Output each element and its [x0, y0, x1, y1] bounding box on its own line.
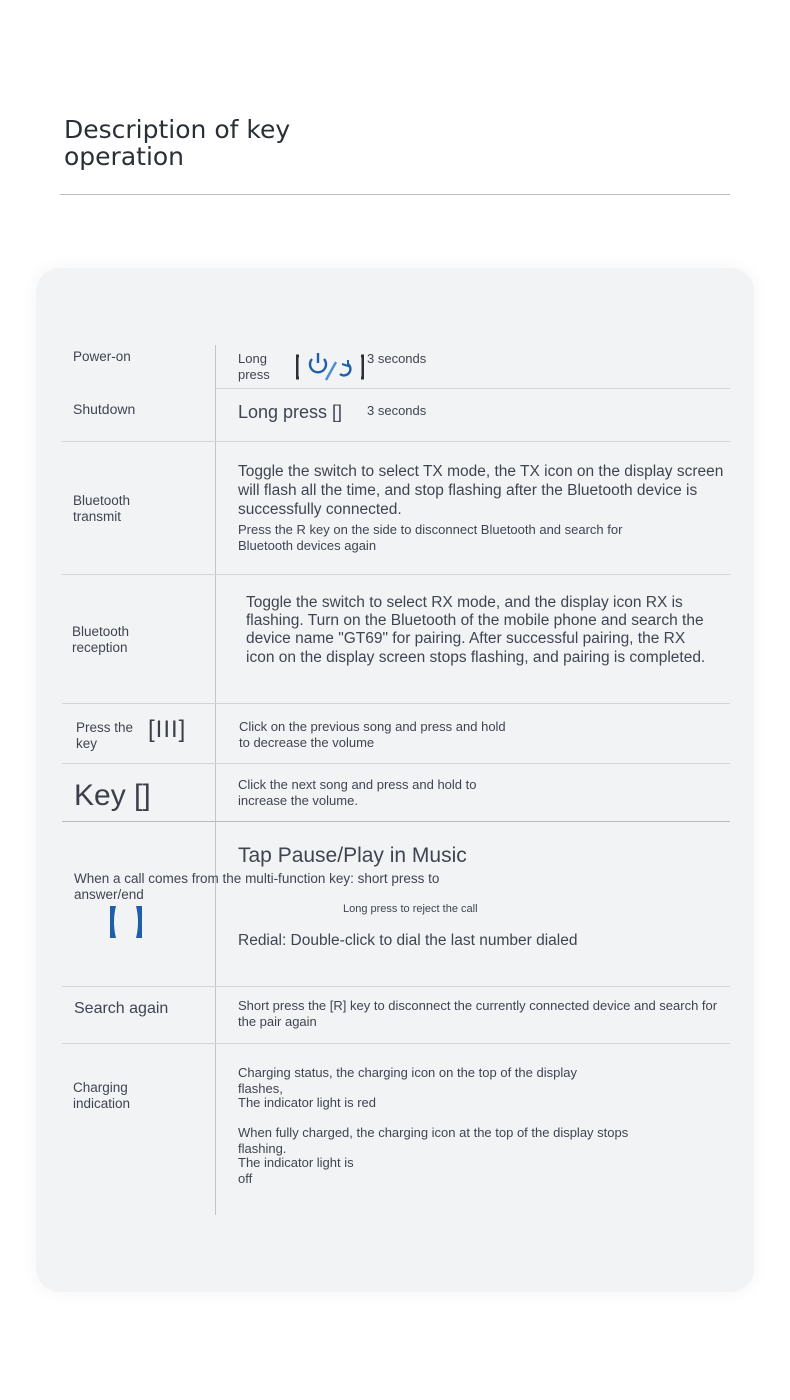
label-power-on: Power-on	[73, 349, 131, 364]
multifunction-reject: Long press to reject the call	[343, 903, 478, 915]
power-on-duration: 3 seconds	[367, 351, 427, 366]
press-key-desc: Click on the previous song and press and hold to decrease the volume	[239, 719, 506, 750]
charging-full: When fully charged, the charging icon at the top of the display stops flashing.	[238, 1125, 629, 1156]
label-press-key: Press the key	[76, 720, 134, 751]
charging-full-light: The indicator light is off	[238, 1155, 354, 1186]
label-charging: Charging indication	[73, 1080, 131, 1111]
previous-key-symbol: [III]	[148, 716, 187, 743]
power-icon	[296, 350, 364, 384]
bluetooth-transmit-note: Press the R key on the side to disconnect Bluetooth and search for Bluetooth devices again	[238, 522, 623, 553]
label-multifunction: When a call comes from the multi-function key: short press to answer/end	[74, 871, 440, 902]
shutdown-action: Long press []	[238, 402, 343, 422]
multifunction-redial: Redial: Double-click to dial the last number dialed	[238, 932, 578, 949]
title-divider	[60, 194, 730, 195]
label-bluetooth-reception: Bluetooth reception	[72, 624, 130, 655]
power-on-action: Long press	[238, 351, 270, 382]
multifunction-key-icon	[108, 904, 144, 940]
label-search-again: Search again	[74, 1000, 169, 1017]
row-divider	[62, 1043, 730, 1044]
label-shutdown: Shutdown	[73, 401, 136, 417]
charging-status: Charging status, the charging icon on the top of the display flashes,	[238, 1065, 577, 1096]
row-divider	[62, 703, 730, 704]
row-divider	[62, 574, 730, 575]
row-divider	[216, 388, 730, 389]
row-divider	[62, 986, 730, 987]
label-key-next: Key []	[74, 779, 151, 812]
key-next-desc: Click the next song and press and hold to increase the volume.	[238, 777, 477, 808]
bluetooth-transmit-desc: Toggle the switch to select TX mode, the TX icon on the display screen will flash all the time, and stop flashing after the Bluetooth device is successfully connected.	[238, 463, 724, 518]
multifunction-title: Tap Pause/Play in Music	[238, 844, 467, 867]
search-again-desc: Short press the [R] key to disconnect the currently connected device and search for the pair again	[238, 998, 718, 1029]
row-divider	[62, 821, 730, 822]
label-bluetooth-transmit: Bluetooth transmit	[73, 493, 131, 524]
bluetooth-reception-desc: Toggle the switch to select RX mode, and the display icon RX is flashing. Turn on the Bluetooth of the mobile phone and search the device name "GT69" for pairing. After successful pairing, the RX icon on the display screen stops flashing, and pairing is completed.	[246, 594, 706, 666]
column-divider	[215, 345, 216, 1215]
page-title: Description of key operation	[64, 115, 291, 171]
charging-status-light: The indicator light is red	[238, 1095, 377, 1110]
shutdown-duration: 3 seconds	[367, 403, 427, 418]
row-divider	[62, 441, 730, 442]
row-divider	[62, 763, 730, 764]
